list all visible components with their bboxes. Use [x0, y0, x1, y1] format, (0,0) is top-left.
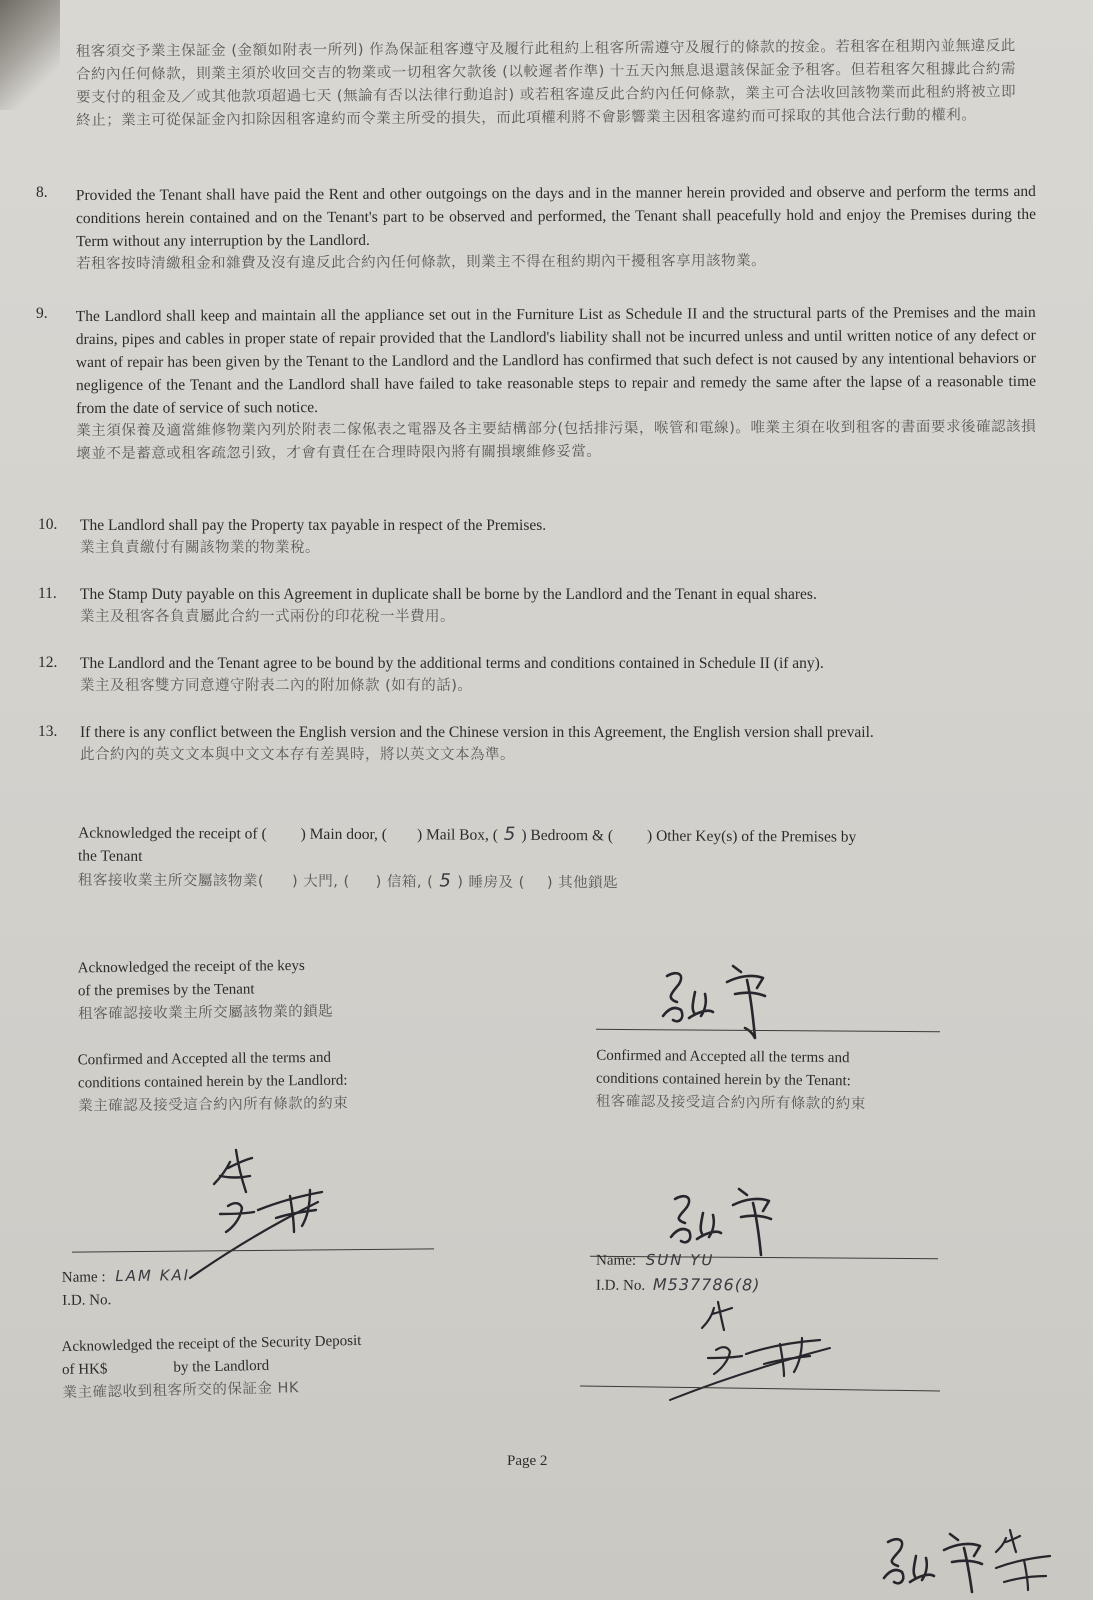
clause-11 [80, 583, 1040, 629]
clause-8-number: 8. [36, 184, 48, 201]
ack-keys-block [78, 955, 334, 1027]
landlord-confirm-line1: Confirmed and Accepted all the terms and [77, 1049, 332, 1069]
tenant-details [596, 1249, 761, 1299]
deposit-line2: of HK$ by the Landlord [61, 1357, 270, 1379]
landlord-id-label: I.D. No. [62, 1292, 112, 1309]
ack-keys-line1: Acknowledged the receipt of the keys [77, 957, 305, 977]
deposit-line1: Acknowledged the receipt of the Security Deposit [61, 1332, 362, 1356]
clause-12 [80, 652, 1040, 698]
clause-12-number: 12. [38, 654, 58, 671]
bedroom-count-handwritten-zh: 5 [439, 870, 452, 892]
landlord-name-label: Name : [61, 1269, 106, 1286]
keys-receipt-chinese: 租客接收業主所交屬該物業( ) 大門, ( ) 信箱, ( 5 ) 睡房及 ( ) 其他鎖匙 [77, 870, 619, 892]
initials-bottom-right [880, 1520, 1060, 1595]
clause-10-chinese: 業主負責繳付有關該物業的物業稅。 [80, 540, 320, 556]
clause-10-english: The Landlord shall pay the Property tax payable in respect of the Premises. [80, 517, 547, 534]
clause-8-chinese: 若租客按時清繳租金和雜費及沒有違反此合約內任何條款，則業主不得在租約期內干擾租客享用該物業。 [76, 253, 767, 273]
clause-8-english: Provided the Tenant shall have paid the Rent and other outgoings on the days and in the manner herein provided and observe and perform the terms and conditions herein contained and on the Tenant's part to be observed and performed, the Tenant shall peacefully hold and enjoy the Premises during the Term without any interruption by the Landlord. [75, 182, 1036, 251]
tenant-name-row [596, 1249, 761, 1274]
clause-9-english: The Landlord shall keep and maintain all the appliance set out in the Furniture List as Schedule II and the structural parts of the Premises and the main drains, pipes and cables in proper state of repair provided that the Landlord's liability shall not be incurred unless and until written notice of any defect or want of repair has been given by the Tenant to the Landlord and the Landlord has confirmed that such defect is not caused by any intentional behaviors or negligence of the Tenant and the Landlord shall have failed to take reasonable steps to repair and remedy the same after the lapse of a reasonable time from the date of service of such notice. [75, 303, 1037, 418]
clause-12-chinese: 業主及租客雙方同意遵守附表二內的附加條款 (如有的話)。 [80, 678, 473, 694]
keys-receipt-english: Acknowledged the receipt of ( ) Main door, ( ) Mail Box, ( 5 ) Bedroom & ( ) Other Key(s) of the Premises by [78, 823, 857, 846]
clause-13-english: If there is any conflict between the English version and the Chinese version in this Agreement, the English version shall prevail. [80, 724, 874, 741]
tenant-id-row [596, 1273, 761, 1299]
clause-13-chinese: 此合約內的英文文本與中文文本存有差異時，將以英文文本為準。 [80, 747, 515, 763]
ack-keys-chinese: 租客確認接收業主所交屬該物業的鎖匙 [78, 1003, 334, 1023]
tenant-confirm-chinese: 租客確認及接受這合約內所有條款的約束 [595, 1093, 866, 1113]
clause-13-number: 13. [38, 723, 58, 740]
landlord-signature [170, 1140, 350, 1290]
clause-10-number: 10. [38, 516, 58, 533]
landlord-name-handwritten: LAM KAI [115, 1266, 191, 1286]
clause-11-chinese: 業主及租客各負責屬此合約一式兩份的印花稅一半費用。 [80, 609, 455, 625]
tenant-id-label: I.D. No. [595, 1277, 646, 1294]
bedroom-count-handwritten: 5 [503, 823, 516, 845]
tenant-signature-keys [655, 958, 795, 1048]
deposit-block [61, 1330, 362, 1405]
page-number: Page 2 [507, 1453, 548, 1469]
clause-9-chinese: 業主須保養及適當維修物業內列於附表二傢俬表之電器及各主要結構部分(包括排污渠，喉管和電線)。唯業主須在收到租客的書面要求後確認該損壞並不是蓄意或租客疏忽引致，才會有責任在合理時限內將有關損壞維修妥當。 [76, 418, 1037, 463]
landlord-name-row [62, 1264, 191, 1290]
clause-9-number: 9. [36, 305, 48, 322]
clause-11-english: The Stamp Duty payable on this Agreement in duplicate shall be borne by the Landlord and the Tenant in equal shares. [80, 586, 817, 603]
deposit-chinese: 業主確認收到租客所交的保証金 HK [62, 1380, 300, 1402]
deposit-clause-chinese: 租客須交予業主保証金 (金額如附表一所列) 作為保証租客遵守及履行此租約上租客所需遵守及履行的條款的按金。若租客在租期內並無違反此合約內任何條款，則業主須於收回交吉的物業或一切租客欠款後 (以較遲者作準) 十五天內無息退還該保証金予租客。但若租客欠租據此合約需要支付的租金及／或其他款項超過七天 (無論有否以法律行動追討) 或若租客違反此合約內任何條款，業主可合法收回該物業而此租約將被立即終止；業主可從保証金內扣除因租客違約而令業主所受的損失，而此項權利將不會影響業主因租客違約而可採取的其他合法行動的權利。 [75, 38, 1017, 129]
tenant-confirm-line1: Confirmed and Accepted all the terms and [596, 1047, 850, 1067]
landlord-confirm-line2: conditions contained herein by the Landlord: [77, 1072, 348, 1092]
tenant-confirm-line2: conditions contained herein by the Tenant: [595, 1070, 851, 1090]
tenant-name-label: Name: [596, 1252, 637, 1269]
clause-10 [80, 514, 1040, 560]
ack-keys-line2: of the premises by the Tenant [77, 981, 255, 1000]
landlord-confirm-chinese: 業主確認及接受這合約內所有條款的約束 [78, 1095, 349, 1115]
landlord-signature-deposit [660, 1300, 850, 1410]
tenant-confirm-block [596, 1045, 867, 1117]
landlord-confirm-block [78, 1047, 349, 1119]
keys-receipt [78, 821, 1018, 898]
tenant-id-handwritten: M537786(8) [652, 1274, 761, 1295]
clause-8 [76, 180, 1036, 276]
clause-11-number: 11. [38, 585, 57, 602]
clause-9 [76, 301, 1037, 466]
keys-receipt-english-cont: the Tenant [77, 847, 143, 865]
tenant-name-handwritten: SUN YU [645, 1250, 715, 1270]
clause-12-english: The Landlord and the Tenant agree to be bound by the additional terms and conditions contained in Schedule II (if any). [80, 655, 824, 672]
clause-13 [80, 721, 1020, 767]
landlord-details [62, 1264, 191, 1313]
